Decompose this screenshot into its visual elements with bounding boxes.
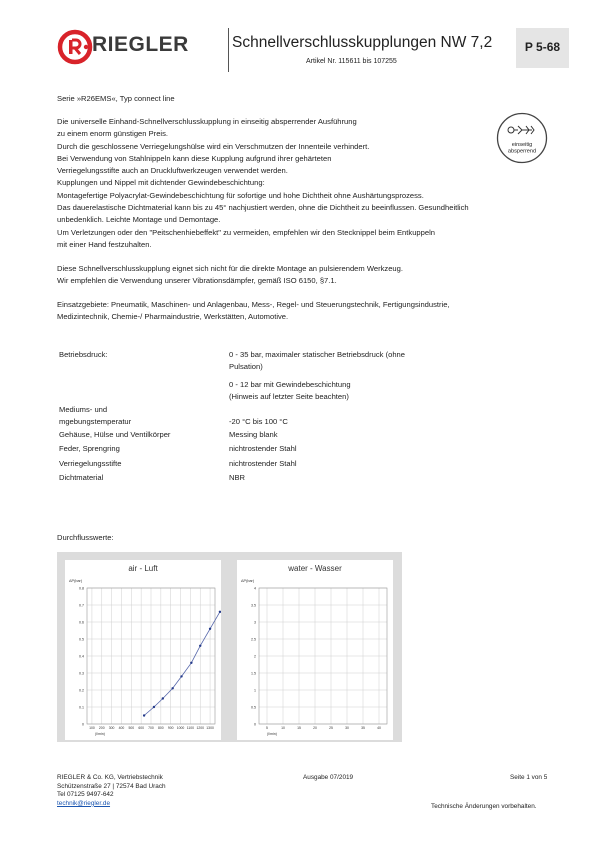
footer-address: Schützenstraße 27 | 72574 Bad Urach: [57, 782, 166, 790]
water-flow-chart: [237, 560, 393, 740]
x-tick-label: 900: [167, 726, 174, 730]
flow-values-heading: Durchflusswerte:: [57, 533, 114, 542]
x-tick-label: 1000: [176, 726, 185, 730]
description-line: Um Verletzungen oder den "Peitschenhiebeffekt" zu vermeiden, empfehlen wir den Stecknippel beim Entkuppeln: [57, 227, 435, 237]
brand-name: RIEGLER: [92, 33, 189, 56]
y-tick-label: 3.5: [251, 603, 256, 608]
footer-technical-note: Technische Änderungen vorbehalten.: [431, 803, 537, 810]
x-tick-label: 700: [148, 726, 154, 730]
x-tick-label: 15: [297, 726, 301, 730]
x-tick-label: 400: [118, 726, 125, 730]
x-tick-label: 5: [266, 726, 268, 730]
y-tick-label: 0.5: [251, 705, 256, 710]
y-tick-label: 1: [254, 688, 256, 693]
one-way-shutoff-badge: [496, 112, 548, 164]
spec-label: Feder, Sprengring: [59, 444, 120, 453]
suitability-line: Wir empfehlen die Verwendung unserer Vibrationsdämpfer, gemäß ISO 6150, §7.1.: [57, 276, 337, 286]
y-tick-label: 0.7: [79, 603, 84, 608]
spec-label: Verriegelungsstifte: [59, 459, 122, 468]
y-tick-label: 2: [254, 654, 256, 659]
data-point: [190, 662, 192, 664]
spec-label: Betriebsdruck:: [59, 350, 108, 359]
spec-value: (Hinweis auf letzter Seite beachten): [229, 392, 349, 401]
spec-value: nichtrostender Stahl: [229, 444, 297, 453]
spec-value: 0 - 12 bar mit Gewindebeschichtung: [229, 380, 351, 389]
description-line: Die universelle Einhand-Schnellverschlusskupplung in einseitig absperrender Ausführung: [57, 117, 357, 126]
description-block: [57, 116, 469, 251]
data-point: [171, 687, 173, 689]
x-tick-label: 600: [138, 726, 144, 730]
x-tick-label: 800: [158, 726, 164, 730]
x-tick-label: 30: [345, 726, 349, 730]
spec-label: Gehäuse, Hülse und Ventilkörper: [59, 430, 171, 439]
badge-line-2: absperrend: [507, 148, 537, 155]
air-flow-chart: [65, 560, 221, 740]
spec-label: mgebungstemperatur: [59, 417, 132, 426]
spec-label: Dichtmaterial: [59, 473, 104, 482]
uses-line: Einsatzgebiete: Pneumatik, Maschinen- und Anlagenbau, Mess-, Regel- und Steuerungstechnik, Fertigungsindustrie,: [57, 300, 450, 309]
description-line: Bei Verwendung von Stahlnippeln kann diese Kupplung aufgrund ihrer gehärteten: [57, 153, 332, 163]
description-line: Das dauerelastische Dichtmaterial kann bis zu 45° nachjustiert werden, ohne die Dichtheit zu beeinflussen. Gesundheitlich: [57, 203, 469, 213]
application-areas: [57, 299, 450, 324]
y-tick-label: 0.6: [79, 620, 84, 625]
footer-phone: Tel 07125 9497-642: [57, 791, 114, 799]
description-line: mit einer Hand festzuhalten.: [57, 239, 152, 249]
footer-edition: Ausgabe 07/2019: [303, 774, 354, 781]
header-divider: [228, 28, 229, 72]
suitability-note: [57, 263, 403, 288]
description-line: Durch die geschlossene Verriegelungshülse wird ein Verschmutzen der Innenteile verhindert.: [57, 141, 370, 151]
article-numbers: Artikel Nr. 115611 bis 107255: [306, 58, 397, 65]
suitability-line: Diese Schnellverschlusskupplung eignet sich nicht für die direkte Montage an pulsierendem Werkzeug.: [57, 264, 403, 273]
data-point: [153, 706, 155, 708]
y-tick-label: 0.1: [79, 705, 84, 710]
chart-title: water - Wasser: [288, 564, 342, 573]
y-tick-label: 2.5: [251, 637, 256, 642]
x-tick-label: 500: [128, 726, 135, 730]
y-tick-label: 3: [254, 620, 256, 625]
x-tick-label: 300: [108, 726, 115, 730]
y-axis-label: ΔP(bar): [241, 579, 255, 583]
y-tick-label: 0.2: [79, 688, 84, 693]
y-tick-label: 0: [254, 722, 256, 727]
y-tick-label: 1.5: [251, 671, 256, 676]
badge-line-1: einseitig: [511, 142, 533, 148]
spec-value: -20 °C bis 100 °C: [229, 417, 288, 426]
y-axis-label: ΔP(bar): [69, 579, 83, 583]
data-point: [162, 697, 164, 699]
x-tick-label: 200: [98, 726, 105, 730]
description-line: Verriegelungsstifte auch an Druckluftwerkzeugen verwendet werden.: [57, 166, 288, 176]
footer-company: RIEGLER & Co. KG, Vertriebstechnik: [57, 774, 163, 781]
footer-page-number: Seite 1 von 5: [510, 774, 548, 781]
y-tick-label: 0.4: [79, 654, 84, 659]
data-point: [180, 675, 182, 677]
x-tick-label: 1100: [186, 726, 195, 730]
description-line: zu einem enorm günstigen Preis.: [57, 129, 169, 139]
page-code: P 5-68: [524, 40, 561, 54]
y-tick-label: 0.8: [79, 586, 84, 591]
spec-value: Pulsation): [229, 362, 263, 371]
uses-line: Medizintechnik, Chemie-/ Pharmaindustrie, Werkstätten, Automotive.: [57, 312, 289, 322]
spec-value: 0 - 35 bar, maximaler statischer Betriebsdruck (ohne: [229, 350, 405, 359]
document-title: Schnellverschlusskupplungen NW 7,2: [232, 34, 493, 51]
x-tick-label: 1300: [206, 726, 214, 730]
spec-value: Messing blank: [229, 430, 278, 439]
x-tick-label: 35: [361, 726, 365, 730]
description-line: unbedenklich. Leichte Montage und Demontage.: [57, 215, 221, 225]
footer-email-link[interactable]: technik@riegler.de: [57, 799, 111, 807]
x-tick-label: 40: [377, 726, 381, 730]
y-tick-label: 4: [254, 586, 256, 591]
spec-value: nichtrostender Stahl: [229, 459, 297, 468]
x-tick-label: 25: [329, 726, 333, 730]
spec-value: NBR: [229, 473, 246, 482]
x-axis-label: (l/min): [267, 732, 277, 736]
footer-address-block: [57, 774, 166, 808]
description-line: Montagefertige Polyacrylat-Gewindebeschichtung für sofortige und hohe Dichtheit ohne Aushärtungsprozess.: [57, 190, 424, 200]
series-line: Serie »R26EMS«, Typ connect line: [57, 94, 175, 103]
data-point: [209, 628, 211, 630]
x-tick-label: 20: [313, 726, 317, 730]
x-tick-label: 1200: [196, 726, 205, 730]
y-tick-label: 0.3: [79, 671, 84, 676]
y-tick-label: 0: [82, 722, 84, 727]
chart-title: air - Luft: [128, 564, 158, 573]
data-point: [143, 714, 145, 716]
data-point: [199, 645, 201, 647]
description-line: Kupplungen und Nippel mit dichtender Gewindebeschichtung:: [57, 178, 265, 188]
x-tick-label: 10: [281, 726, 285, 730]
flow-charts-panel: [57, 552, 402, 742]
x-tick-label: 100: [89, 726, 95, 730]
x-axis-label: (l/min): [95, 732, 105, 736]
spec-label: Mediums- und: [59, 405, 108, 414]
y-tick-label: 0.5: [79, 637, 84, 642]
